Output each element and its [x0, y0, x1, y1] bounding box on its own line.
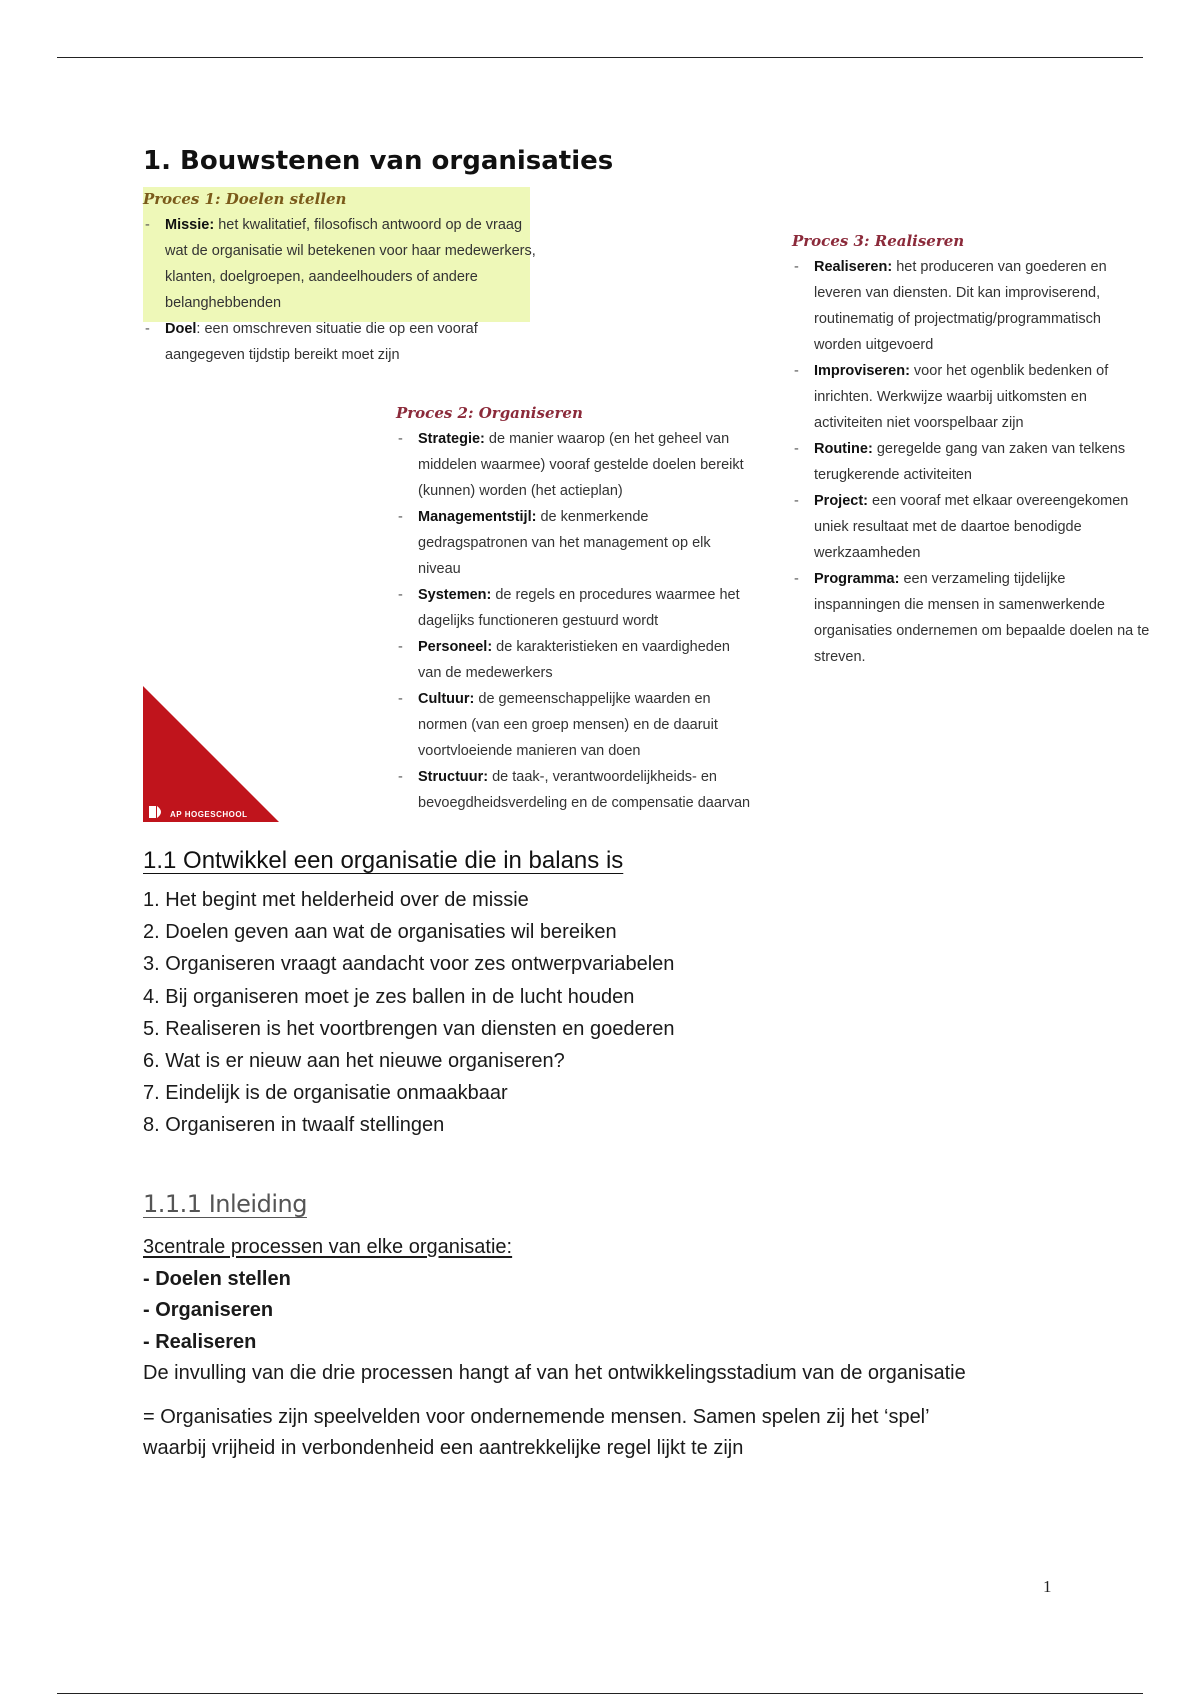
logo-text: AP HOGESCHOOL	[170, 810, 248, 819]
header-rule	[57, 57, 1143, 58]
list-item: - Strategie: de manier waarop (en het geheel van middelen waarmee) vooraf gestelde doelen bereikt (kunnen) worden (het actieplan)	[396, 426, 756, 504]
list-item: - Routine: geregelde gang van zaken van telkens terugkerende activiteiten	[792, 436, 1152, 488]
paragraph: = Organisaties zijn speelvelden voor ondernemende mensen. Samen spelen zij het ‘spel’	[143, 1405, 930, 1428]
page-number: 1	[1043, 1577, 1052, 1596]
section-1-1-1-title: 1.1.1 Inleiding	[143, 1190, 307, 1218]
list-item: 8. Organiseren in twaalf stellingen	[143, 1114, 445, 1137]
list-item: - Improviseren: voor het ogenblik bedenken of inrichten. Werkwijze waarbij uitkomsten en activiteiten niet voorspelbaar zijn	[792, 358, 1152, 436]
process-1-title: Proces 1: Doelen stellen	[143, 190, 347, 208]
list-item: - Realiseren: het produceren van goederen en leveren van diensten. Dit kan improviserend, routinematig of projectmatig/programmatisch worden uitgevoerd	[792, 254, 1152, 358]
process-1-list	[143, 212, 538, 368]
section-1-1-title: 1.1 Ontwikkel een organisatie die in balans is	[143, 847, 624, 874]
list-item: 2. Doelen geven aan wat de organisaties wil bereiken	[143, 921, 617, 944]
process-item: - Doelen stellen	[143, 1267, 291, 1290]
process-3-list	[792, 254, 1152, 670]
paragraph: De invulling van die drie processen hangt af van het ontwikkelingsstadium van de organisatie	[143, 1362, 966, 1384]
list-item: - Personeel: de karakteristieken en vaardigheden van de medewerkers	[396, 634, 756, 686]
ap-hogeschool-logo-icon	[143, 686, 279, 822]
list-item: 3. Organiseren vraagt aandacht voor zes ontwerpvariabelen	[143, 953, 675, 976]
paragraph: waarbij vrijheid in verbondenheid een aantrekkelijke regel lijkt te zijn	[143, 1437, 744, 1459]
process-1-block	[143, 190, 538, 368]
process-2-list	[396, 426, 756, 816]
footer-rule	[57, 1693, 1143, 1694]
process-3-title: Proces 3: Realiseren	[792, 232, 965, 250]
process-3-block	[792, 232, 1152, 670]
list-item: 7. Eindelijk is de organisatie onmaakbaar	[143, 1082, 508, 1105]
process-2-block	[396, 404, 756, 816]
list-item: 4. Bij organiseren moet je zes ballen in de lucht houden	[143, 985, 635, 1008]
list-item: - Managementstijl: de kenmerkende gedragspatronen van het management op elk niveau	[396, 504, 756, 582]
list-item: - Missie: het kwalitatief, filosofisch antwoord op de vraag wat de organisatie wil betekenen voor haar medewerkers, klanten, doelgroepen, aandeelhouders of andere belanghebbenden	[143, 212, 538, 316]
process-item: - Organiseren	[143, 1299, 274, 1321]
list-item: - Systemen: de regels en procedures waarmee het dagelijks functioneren gestuurd wordt	[396, 582, 756, 634]
list-item: 6. Wat is er nieuw aan het nieuwe organiseren?	[143, 1050, 565, 1073]
introduction-body	[143, 1232, 1143, 1465]
process-2-title: Proces 2: Organiseren	[396, 404, 583, 422]
list-item: - Cultuur: de gemeenschappelijke waarden en normen (van een groep mensen) en de daaruit voortvloeiende manieren van doen	[396, 686, 756, 764]
list-item: - Doel: een omschreven situatie die op een vooraf aangegeven tijdstip bereikt moet zijn	[143, 316, 538, 368]
list-item: 5. Realiseren is het voortbrengen van diensten en goederen	[143, 1017, 675, 1040]
processes-subtitle: 3centrale processen van elke organisatie:	[143, 1236, 513, 1258]
chapter-heading: 1. Bouwstenen van organisaties	[143, 146, 614, 176]
section-1-1-list	[143, 884, 674, 1142]
process-item: - Realiseren	[143, 1330, 257, 1353]
list-item: - Structuur: de taak-, verantwoordelijkheids- en bevoegdheidsverdeling en de compensatie daarvan	[396, 764, 756, 816]
list-item: - Project: een vooraf met elkaar overeengekomen uniek resultaat met de daartoe benodigde werkzaamheden	[792, 488, 1152, 566]
list-item: - Programma: een verzameling tijdelijke inspanningen die mensen in samenwerkende organisaties ondernemen om bepaalde doelen na te streven.	[792, 566, 1152, 670]
list-item: 1. Het begint met helderheid over de missie	[143, 889, 529, 911]
